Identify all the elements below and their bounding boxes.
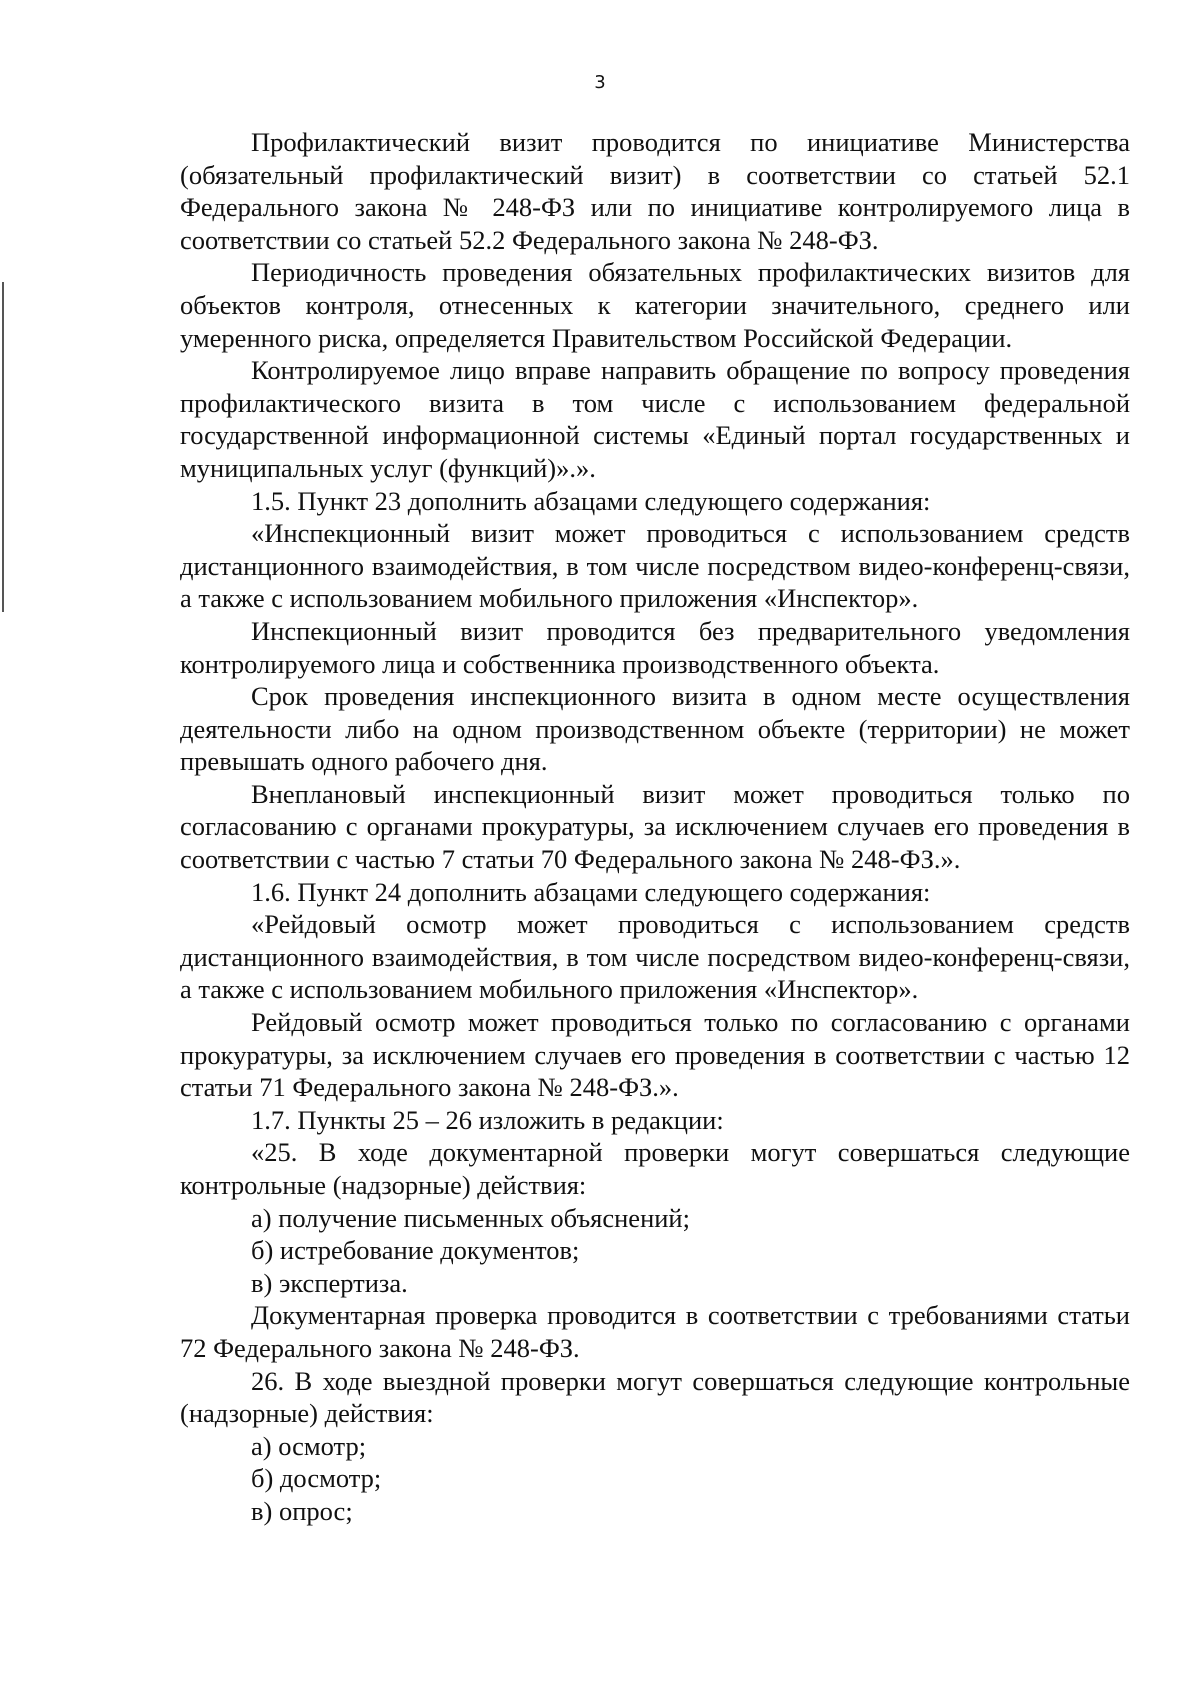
section-heading: 1.5. Пункт 23 дополнить абзацами следующего содержания: [251, 485, 931, 516]
paragraph: Периодичность проведения обязательных профилактических визитов для объектов контроля, отнесенных к категории значительного, среднего или умеренного риска, определяется Правительством Российской Федерации. [180, 257, 1130, 353]
paragraph: Документарная проверка проводится в соответствии с требованиями статьи 72 Федерального закона № 248-ФЗ. [180, 1300, 1130, 1363]
list-item: б) досмотр; [251, 1463, 382, 1494]
paragraph: «Рейдовый осмотр может проводиться с использованием средств дистанционного взаимодействия, в том числе посредством видео-конференц-связи, а также с использованием мобильного приложения «Инспектор». [180, 909, 1130, 1005]
list-item: в) экспертиза. [251, 1267, 408, 1298]
binding-edge-mark [2, 282, 4, 612]
paragraph: «25. В ходе документарной проверки могут совершаться следующие контрольные (надзорные) действия: [180, 1137, 1130, 1200]
paragraph: Срок проведения инспекционного визита в одном месте осуществления деятельности либо на одном производственном объекте (территории) не может превышать одного рабочего дня. [180, 681, 1130, 777]
paragraph: Контролируемое лицо вправе направить обращение по вопросу проведения профилактического визита в том числе с использованием федеральной государственной информационной системы «Единый портал государственных и муниципальных услуг (функций)».». [180, 355, 1130, 483]
section-heading: 1.7. Пункты 25 – 26 изложить в редакции: [251, 1104, 724, 1135]
paragraph: Профилактический визит проводится по инициативе Министерства (обязательный профилактический визит) в соответствии со статьей 52.1 Федерального закона № 248-ФЗ или по инициативе контролируемого лица в соответствии со статьей 52.2 Федерального закона № 248-ФЗ. [180, 127, 1130, 255]
section-heading: 1.6. Пункт 24 дополнить абзацами следующего содержания: [251, 876, 931, 907]
list-item: в) опрос; [251, 1495, 353, 1526]
document-body [180, 126, 1130, 1528]
paragraph: Инспекционный визит проводится без предварительного уведомления контролируемого лица и собственника производственного объекта. [180, 615, 1130, 679]
list-item: б) истребование документов; [251, 1235, 580, 1266]
list-item: а) получение письменных объяснений; [251, 1202, 690, 1233]
page-number: 3 [594, 72, 606, 93]
paragraph: 26. В ходе выездной проверки могут совершаться следующие контрольные (надзорные) действия: [180, 1365, 1130, 1429]
paragraph: Рейдовый осмотр может проводиться только по согласованию с органами прокуратуры, за исключением случаев его проведения в соответствии с частью 12 статьи 71 Федерального закона № 248-ФЗ.». [180, 1007, 1130, 1103]
paragraph: Внеплановый инспекционный визит может проводиться только по согласованию с органами прокуратуры, за исключением случаев его проведения в соответствии с частью 7 статьи 70 Федерального закона № 248-ФЗ.». [180, 778, 1130, 875]
paragraph: «Инспекционный визит может проводиться с использованием средств дистанционного взаимодействия, в том числе посредством видео-конференц-связи, а также с использованием мобильного приложения «Инспектор». [180, 518, 1130, 614]
list-item: а) осмотр; [251, 1430, 367, 1461]
